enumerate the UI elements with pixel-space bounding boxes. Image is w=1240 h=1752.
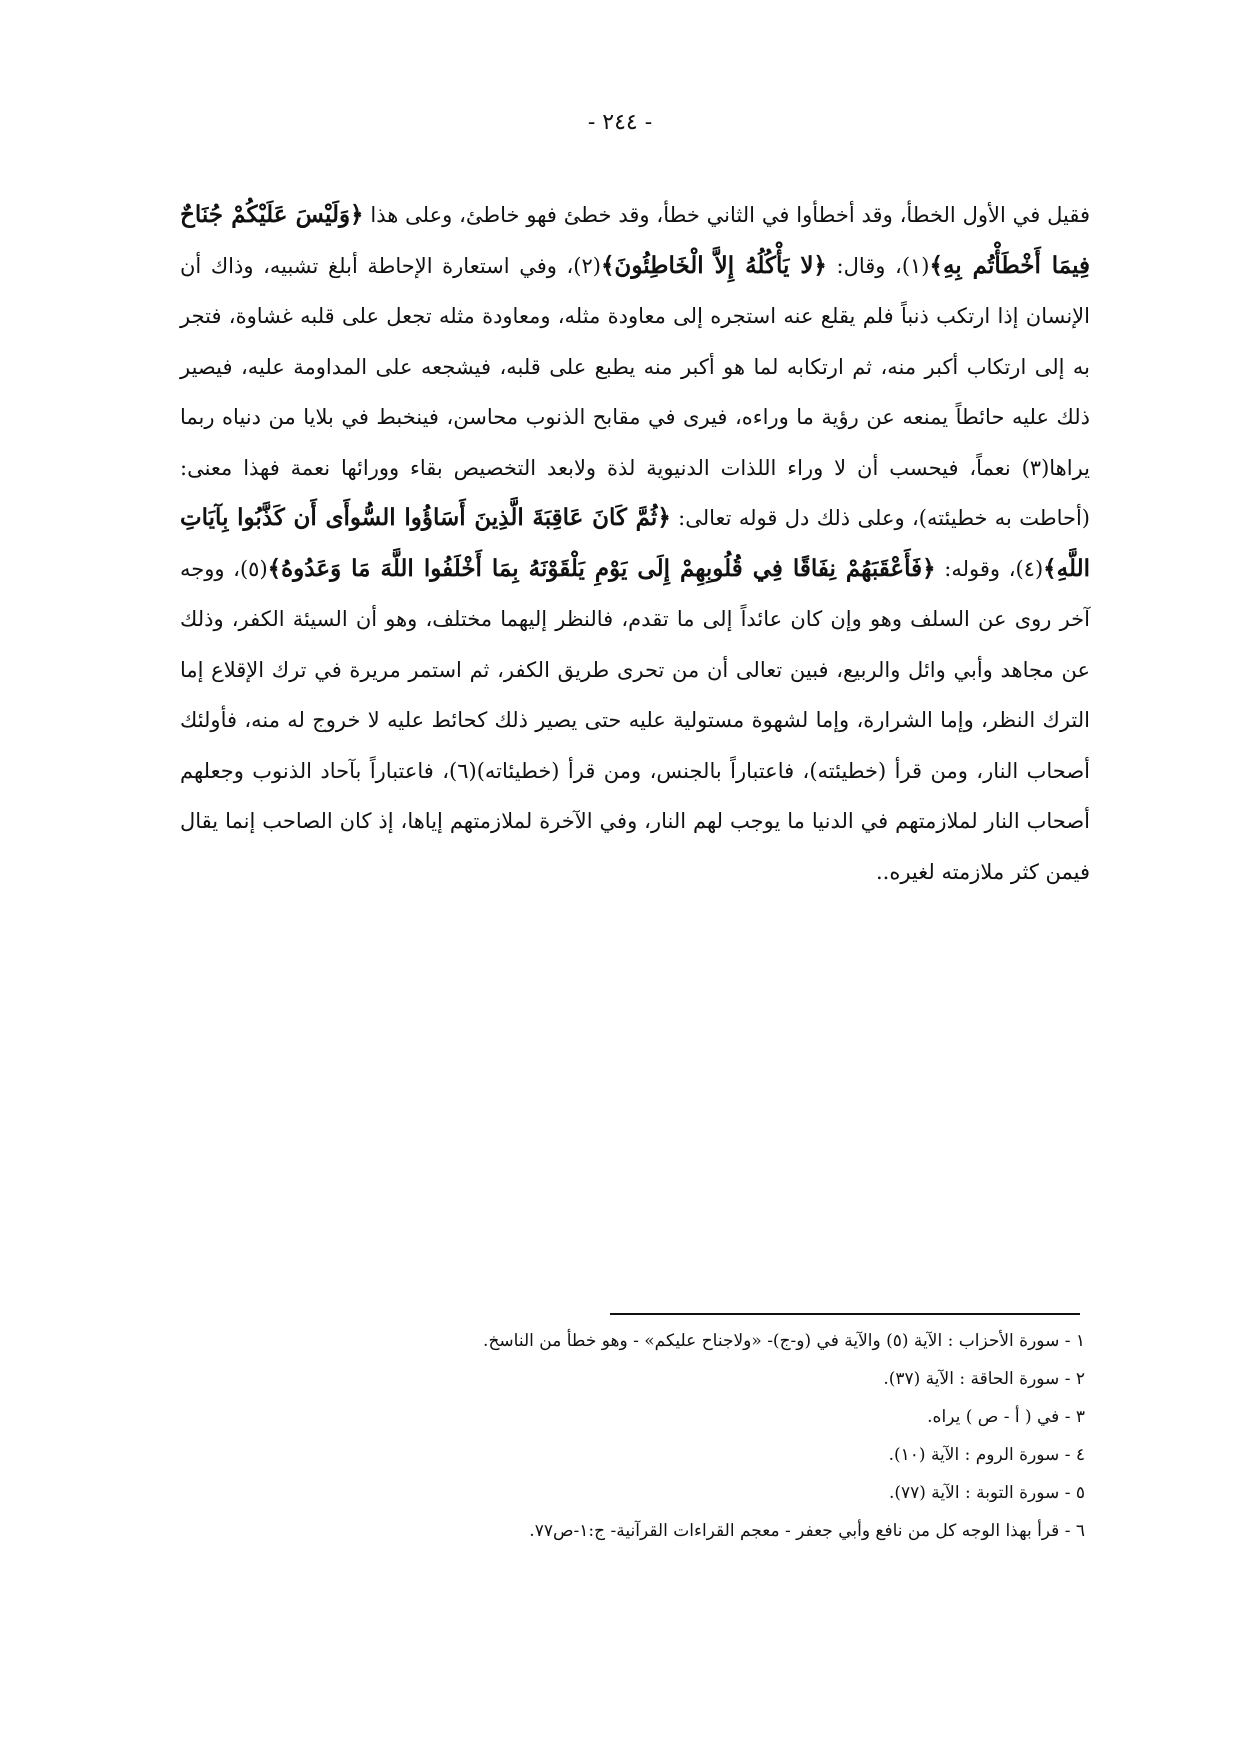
footnote-item: ٥ - سورة التوبة : الآية (٧٧). <box>888 1483 1085 1503</box>
body-text: (٥)، ووجه آخر روى عن السلف وهو وإن كان عائداً إلى ما تقدم، فالنظر إليهما مختلف، وهو أن السيئة الكفر، وذلك عن مجاهد وأبي وائل والربيع، فبين تعالى أن من تحرى طريق الكفر، ثم استمر مريرة في ترك الإقلاع إما الترك النظر، وإما الشرارة، وإما لشهوة مستولية عليه حتى يصير ذلك كحائط عليه لا خروج له منه، فأولئك أصحاب النار، ومن قرأ (خطيئته)، فاعتباراً بالجنس، ومن قرأ (خطيئاته)(٦)، فاعتباراً بآحاد الذنوب وجعلهم أصحاب النار لملازمتهم في الدنيا ما يوجب لهم النار، وفي الآخرة لملازمتهم إياها، إذ كان الصاحب إنما يقال فيمن كثر ملازمته لغيره.. <box>180 556 1090 884</box>
page-number: - ٢٤٤ - <box>587 110 653 135</box>
footnote-item: ٢ - سورة الحاقة : الآية (٣٧). <box>883 1369 1085 1389</box>
main-text <box>180 190 1090 897</box>
quran-verse: ﴿لا يَأْكُلُهُ إِلاَّ الْخَاطِئُونَ﴾ <box>600 251 827 279</box>
footnote-item: ٦ - قرأ بهذا الوجه كل من نافع وأبي جعفر - معجم القراءات القرآنية- ج:١-ص٧٧. <box>529 1521 1085 1541</box>
footnotes-list <box>180 1322 1085 1550</box>
quran-verse: ﴿فَأَعْقَبَهُمْ نِفَاقًا فِي قُلُوبِهِمْ إِلَى يَوْمِ يَلْقَوْنَهُ بِمَا أَخْلَفُوا اللَّهَ مَا وَعَدُوهُ﴾ <box>267 554 936 582</box>
body-text: (٢)، وفي استعارة الإحاطة أبلغ تشبيه، وذاك أن الإنسان إذا ارتكب ذنباً فلم يقلع عنه استجره إلى معاودة مثله، ومعاودة مثله تجعل على قلبه غشاوة، فتجر به إلى ارتكاب أكبر منه، ثم ارتكابه لما هو أكبر منه يطبع على قلبه، فيشجعه على المداومة عليه، فيصير ذلك عليه حائطاً يمنعه عن رؤية ما وراءه، فيرى في مقابح الذنوب محاسن، فينخبط في بلايا من دنياه ربما يراها(٣) نعماً، فيحسب أن لا وراء اللذات الدنيوية لذة ولابعد التخصيص بقاء وورائها نعمة فهذا معنى: (أحاطت به خطيئته)، وعلى ذلك دل قوله تعالى: <box>180 253 1090 530</box>
quran-verse: ﴿وَلَيْسَ عَلَيْكُمْ جُنَاحٌ فِيمَا أَخْطَأْتُم بِهِ﴾ <box>180 201 1091 279</box>
body-text: (١)، وقال: <box>826 253 930 278</box>
footnote-item: ٣ - في ( أ - ص ) يراه. <box>927 1407 1085 1427</box>
body-text: فقيل في الأول الخطأ، وقد أخطأوا في الثاني خطأ، وقد خطئ فهو خاطئ، وعلى هذا <box>363 203 1090 227</box>
footnote-item: ٤ - سورة الروم : الآية (١٠). <box>888 1445 1085 1465</box>
quran-verse: ﴿ثُمَّ كَانَ عَاقِبَةَ الَّذِينَ أَسَاؤُوا السُّوأَى أَن كَذَّبُوا بِآيَاتِ اللَّهِ﴾ <box>180 504 1090 582</box>
footnote-divider <box>610 1313 1080 1315</box>
body-text: (٤)، وقوله: <box>935 556 1044 581</box>
footnote-item: ١ - سورة الأحزاب : الآية (٥) والآية في (و-ج)- «ولاجناح عليكم» - وهو خطأ من الناسخ. <box>483 1331 1085 1351</box>
